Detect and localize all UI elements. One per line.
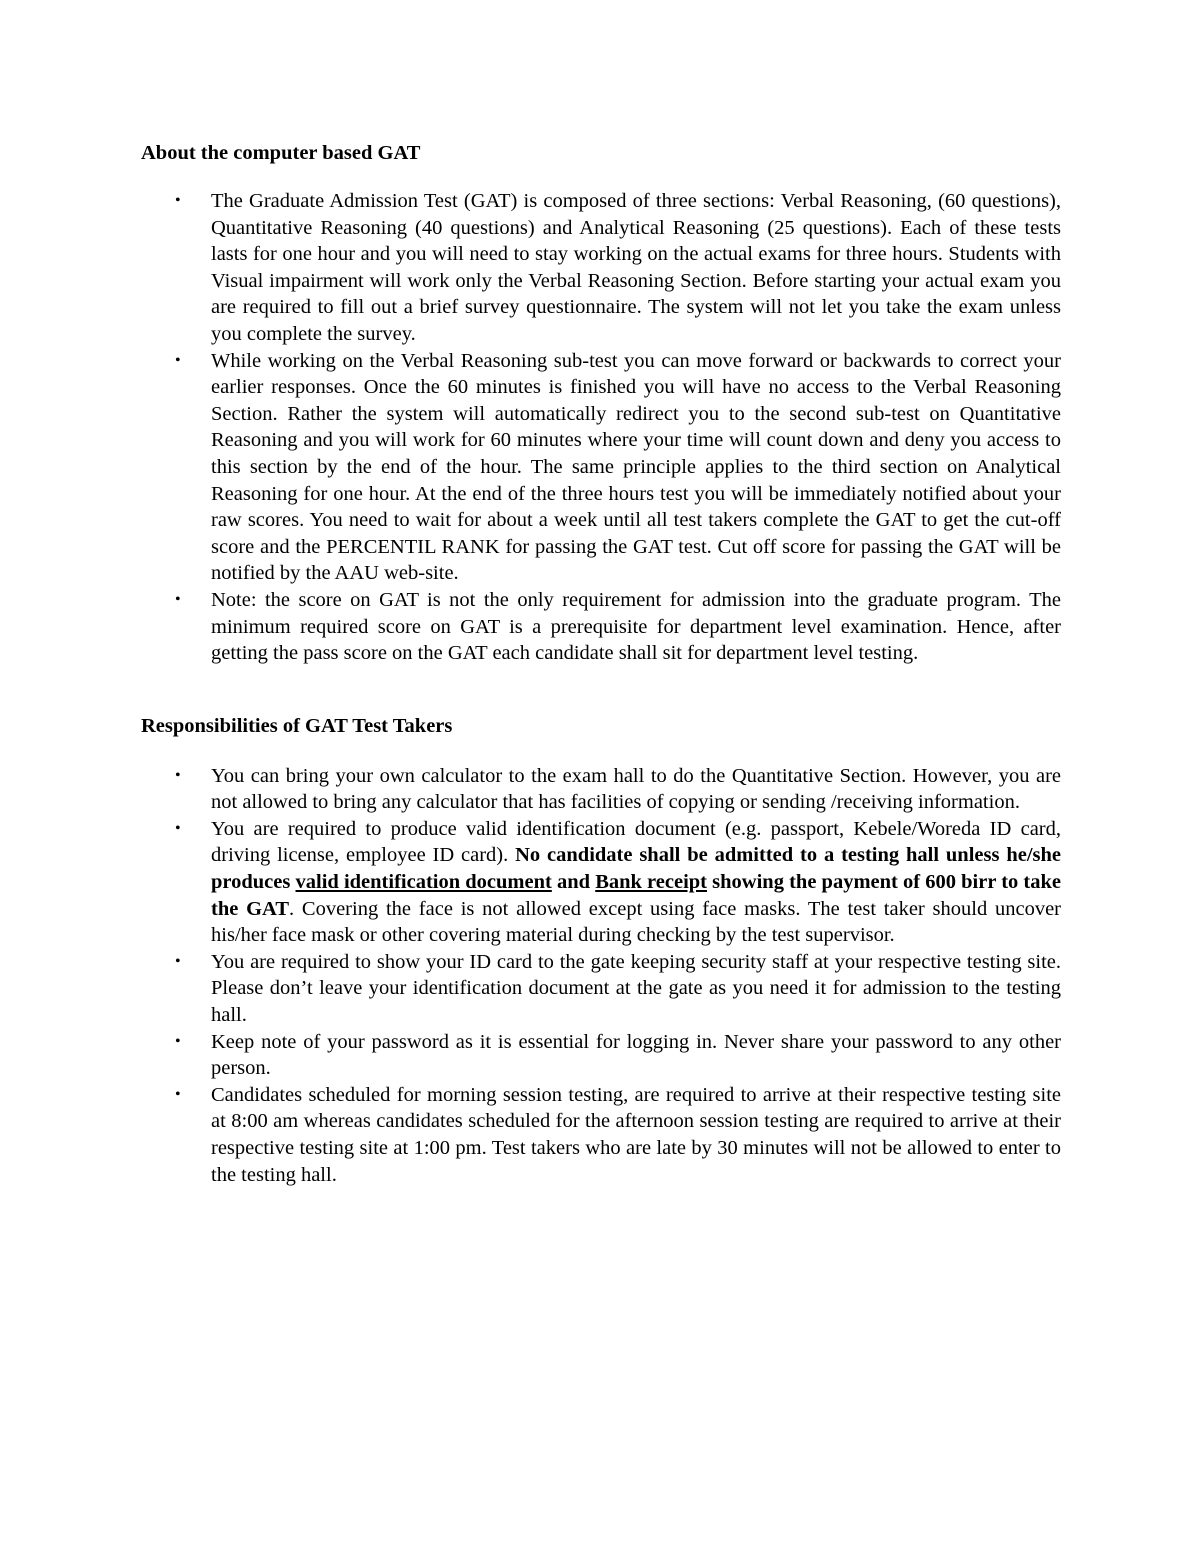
responsibilities-list — [141, 763, 1061, 1189]
list-item-text: Keep note of your password as it is essential for logging in. Never share your password to any other person. — [211, 1030, 1061, 1080]
bullet-icon: • — [175, 819, 181, 837]
list-item-text — [211, 818, 1061, 946]
list-item — [141, 587, 1061, 667]
section-heading-responsibilities: Responsibilities of GAT Test Takers — [141, 714, 453, 737]
bullet-icon: • — [175, 1032, 181, 1050]
id-requirement-text: You are required to produce valid identification document (e.g. passport, Kebele/Woreda ID card, driving license, employee ID card). — [211, 817, 1061, 867]
bullet-icon: • — [175, 766, 181, 784]
payment-bold: showing the payment of 600 birr to take the GAT — [211, 871, 1062, 920]
list-item — [141, 348, 1061, 587]
list-item — [141, 816, 1061, 949]
list-item-text: Note: the score on GAT is not the only requirement for admission into the graduate program. The minimum required score on GAT is a prerequisite for department level examination. Hence, after getting the pass score on the GAT each candidate shall sit for department level testing. — [211, 588, 1061, 665]
face-mask-text: . Covering the face is not allowed except using face masks. The test taker should uncover his/her face mask or other covering material during checking by the test supervisor. — [211, 897, 1062, 947]
list-item-text: You can bring your own calculator to the exam hall to do the Quantitative Section. However, you are not allowed to bring any calculator that has facilities of copying or sending /receiving information. — [211, 764, 1061, 814]
section-heading-about-gat: About the computer based GAT — [141, 142, 421, 164]
list-item — [141, 1082, 1061, 1188]
bullet-icon: • — [175, 1085, 181, 1103]
bullet-icon: • — [175, 952, 181, 970]
bullet-icon: • — [175, 192, 181, 209]
bullet-icon: • — [175, 590, 181, 608]
list-item — [141, 188, 1061, 348]
and-bold: and — [551, 871, 596, 894]
list-item-text: The Graduate Admission Test (GAT) is composed of three sections: Verbal Reasoning, (60 questions), Quantitative Reasoning (40 questions) and Analytical Reasoning (25 questions). Each of these tests lasts for one hour and you will need to stay working on the actual exams for three hours. Students with Visual impairment will work only the Verbal Reasoning Section. Before starting your actual exam you are required to fill out a brief survey questionnaire. The system will not let you take the exam unless you complete the survey. — [211, 190, 1061, 345]
list-item — [141, 763, 1061, 816]
list-item-text: While working on the Verbal Reasoning sub-test you can move forward or backwards to correct your earlier responses. Once the 60 minutes is finished you will have no access to the Verbal Reasoning Section. Rather the system will automatically redirect you to the second sub-test on Quantitative Reasoning and you will work for 60 minutes where your time will count down and deny you access to this section by the end of the hour. The same principle applies to the third section on Analytical Reasoning for one hour. At the end of the three hours test you will be immediately notified about your raw scores. You need to wait for about a week until all test takers complete the GAT to get the cut-off score and the PERCENTIL RANK for passing the GAT test. Cut off score for passing the GAT will be notified by the AAU web-site. — [211, 349, 1061, 585]
bank-receipt-underlined: Bank receipt — [595, 871, 708, 894]
list-item-text: You are required to show your ID card to the gate keeping security staff at your respective testing site. Please don’t leave your identification document at the gate as you need it for admission to the testing hall. — [211, 950, 1061, 1027]
document-page — [141, 140, 1061, 1188]
admission-rule-bold: No candidate shall be admitted to a testing hall unless he/she produces — [211, 844, 1061, 894]
bullet-icon: • — [175, 351, 181, 369]
valid-id-underlined: valid identification document — [295, 871, 552, 894]
list-item-text: Candidates scheduled for morning session testing, are required to arrive at their respective testing site at 8:00 am whereas candidates scheduled for the afternoon session testing are required to arrive at their respective testing site at 1:00 pm. Test takers who are late by 30 minutes will not be allowed to enter to the testing hall. — [211, 1083, 1061, 1186]
about-gat-list — [141, 188, 1061, 667]
list-item — [141, 949, 1061, 1029]
list-item — [141, 1029, 1061, 1082]
